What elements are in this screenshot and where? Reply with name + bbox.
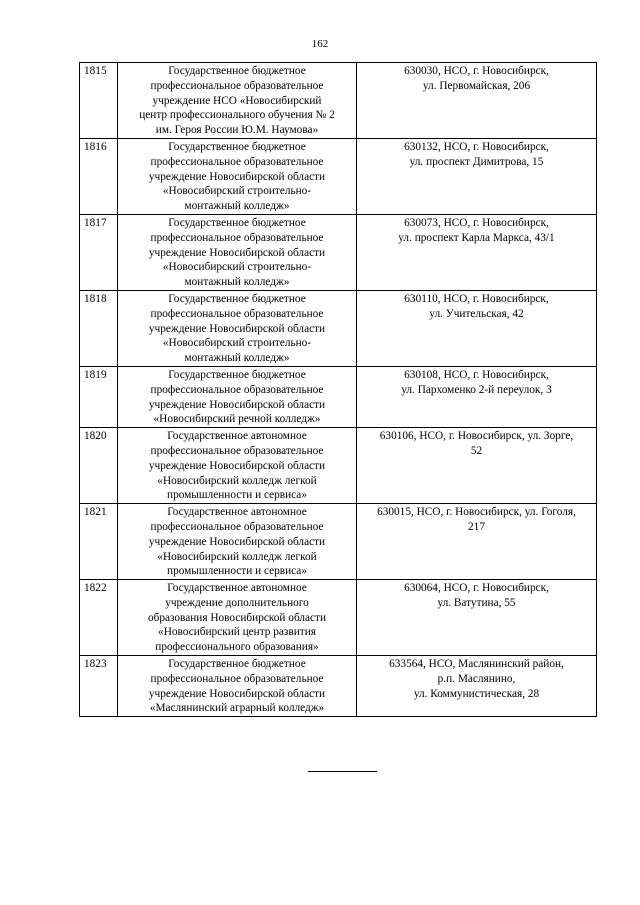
organization-name-line: Государственное автономное [167, 430, 307, 443]
organization-name-line: Государственное бюджетное [168, 368, 306, 381]
organization-name-cell [118, 504, 357, 580]
organization-name-line: «Новосибирский колледж легкой [157, 474, 317, 487]
row-number: 1818 [84, 292, 107, 305]
organization-name-line: монтажный колледж» [184, 276, 290, 289]
address-line: ул. проспект Карла Маркса, 43/1 [398, 231, 555, 244]
row-number-cell [80, 428, 118, 504]
table-row [80, 290, 597, 366]
row-number: 1820 [84, 430, 107, 443]
address-line: 630064, НСО, г. Новосибирск, [404, 582, 549, 595]
organization-name-cell [118, 290, 357, 366]
organization-name-line: Государственное бюджетное [168, 65, 306, 77]
organization-name-line: профессиональное образовательное [150, 672, 324, 685]
closing-rule [308, 771, 377, 772]
organization-name-line: «Новосибирский строительно- [162, 337, 312, 350]
organization-name-line: Государственное бюджетное [168, 216, 306, 229]
row-number: 1821 [84, 506, 107, 519]
table-row [80, 656, 597, 717]
address-line: 630015, НСО, г. Новосибирск, ул. Гоголя, [377, 506, 576, 519]
address-cell [357, 366, 597, 427]
address-line: ул. Пархоменко 2-й переулок, 3 [401, 383, 552, 396]
organization-name-line: профессиональное образовательное [150, 155, 324, 168]
address-line: 630132, НСО, г. Новосибирск, [404, 140, 549, 153]
row-number-cell [80, 214, 118, 290]
table-body [80, 63, 597, 717]
address-cell [357, 656, 597, 717]
address-line: ул. Коммунистическая, 28 [413, 687, 540, 700]
organization-name-line: учреждение дополнительного [165, 596, 309, 609]
row-number-cell [80, 366, 118, 427]
row-number: 1815 [84, 65, 107, 77]
table-row [80, 366, 597, 427]
address-line: 630073, НСО, г. Новосибирск, [404, 216, 549, 229]
address-line: 633564, НСО, Маслянинский район, [389, 658, 564, 671]
organization-name-line: профессиональное образовательное [150, 79, 324, 92]
organization-name-line: Государственное автономное [167, 506, 307, 519]
organization-name-cell [118, 63, 357, 139]
row-number-cell [80, 656, 118, 717]
address-line: 52 [470, 444, 483, 457]
organization-name-line: профессиональное образовательное [150, 231, 324, 244]
address-line: 630108, НСО, г. Новосибирск, [404, 368, 549, 381]
table-row [80, 428, 597, 504]
address-cell [357, 63, 597, 139]
address-line: 630030, НСО, г. Новосибирск, [404, 65, 549, 77]
row-number-cell [80, 290, 118, 366]
address-line: р.п. Маслянино, [437, 672, 516, 685]
table-row [80, 63, 597, 139]
organization-name-line: профессиональное образовательное [150, 520, 324, 533]
organization-name-line: «Новосибирский центр развития [158, 626, 316, 639]
address-cell [357, 214, 597, 290]
table-row [80, 504, 597, 580]
organization-name-line: профессионального образования» [155, 641, 319, 654]
organization-name-line: учреждение Новосибирской области [148, 246, 326, 259]
organization-name-line: учреждение Новосибирской области [148, 535, 326, 548]
organization-name-line: учреждение Новосибирской области [148, 398, 326, 411]
row-number: 1816 [84, 140, 107, 153]
organization-name-line: Государственное автономное [167, 582, 307, 595]
organization-name-line: профессиональное образовательное [150, 307, 324, 320]
address-line: ул. проспект Димитрова, 15 [409, 155, 544, 168]
address-line: 630110, НСО, г. Новосибирск, [404, 292, 549, 305]
address-cell [357, 290, 597, 366]
organization-name-line: им. Героя России Ю.М. Наумова» [155, 124, 319, 137]
row-number: 1822 [84, 582, 107, 595]
organization-name-line: монтажный колледж» [184, 352, 290, 365]
organization-name-line: «Новосибирский колледж легкой [157, 550, 317, 563]
address-line: ул. Ватутина, 55 [437, 596, 516, 609]
organization-name-line: «Новосибирский речной колледж» [153, 413, 321, 426]
organization-name-line: «Новосибирский строительно- [162, 185, 312, 198]
organizations-table [79, 62, 597, 717]
address-cell [357, 580, 597, 656]
organization-name-line: учреждение НСО «Новосибирский [152, 94, 322, 107]
organization-name-line: «Новосибирский строительно- [162, 261, 312, 274]
table-row [80, 138, 597, 214]
row-number: 1817 [84, 216, 107, 229]
address-line: 630106, НСО, г. Новосибирск, ул. Зорге, [379, 430, 574, 443]
organization-name-cell [118, 138, 357, 214]
organization-name-cell [118, 428, 357, 504]
organization-name-line: профессиональное образовательное [150, 444, 324, 457]
row-number-cell [80, 504, 118, 580]
organization-name-line: образования Новосибирской области [147, 611, 327, 624]
organization-name-line: центр профессионального обучения № 2 [139, 109, 335, 122]
table-row [80, 214, 597, 290]
organization-name-line: Государственное бюджетное [168, 292, 306, 305]
row-number: 1823 [84, 658, 107, 671]
organization-name-line: «Маслянинский аграрный колледж» [149, 702, 325, 715]
organization-name-cell [118, 214, 357, 290]
address-line: ул. Первомайская, 206 [422, 79, 531, 92]
organization-name-line: промышленности и сервиса» [167, 565, 307, 578]
page-number: 162 [311, 38, 329, 50]
organization-name-line: учреждение Новосибирской области [148, 322, 326, 335]
table-row [80, 580, 597, 656]
address-line: 217 [468, 520, 485, 533]
organization-name-line: монтажный колледж» [184, 200, 290, 213]
row-number-cell [80, 138, 118, 214]
address-line: ул. Учительская, 42 [429, 307, 524, 320]
row-number-cell [80, 63, 118, 139]
organization-name-line: Государственное бюджетное [168, 140, 306, 153]
organization-name-line: промышленности и сервиса» [167, 489, 307, 502]
row-number: 1819 [84, 368, 107, 381]
organization-name-line: Государственное бюджетное [168, 658, 306, 671]
organization-name-cell [118, 366, 357, 427]
organization-name-cell [118, 656, 357, 717]
address-cell [357, 504, 597, 580]
organization-name-line: учреждение Новосибирской области [148, 170, 326, 183]
organization-name-cell [118, 580, 357, 656]
address-cell [357, 428, 597, 504]
organization-name-line: учреждение Новосибирской области [148, 459, 326, 472]
organization-name-line: профессиональное образовательное [150, 383, 324, 396]
organization-name-line: учреждение Новосибирской области [148, 687, 326, 700]
row-number-cell [80, 580, 118, 656]
address-cell [357, 138, 597, 214]
